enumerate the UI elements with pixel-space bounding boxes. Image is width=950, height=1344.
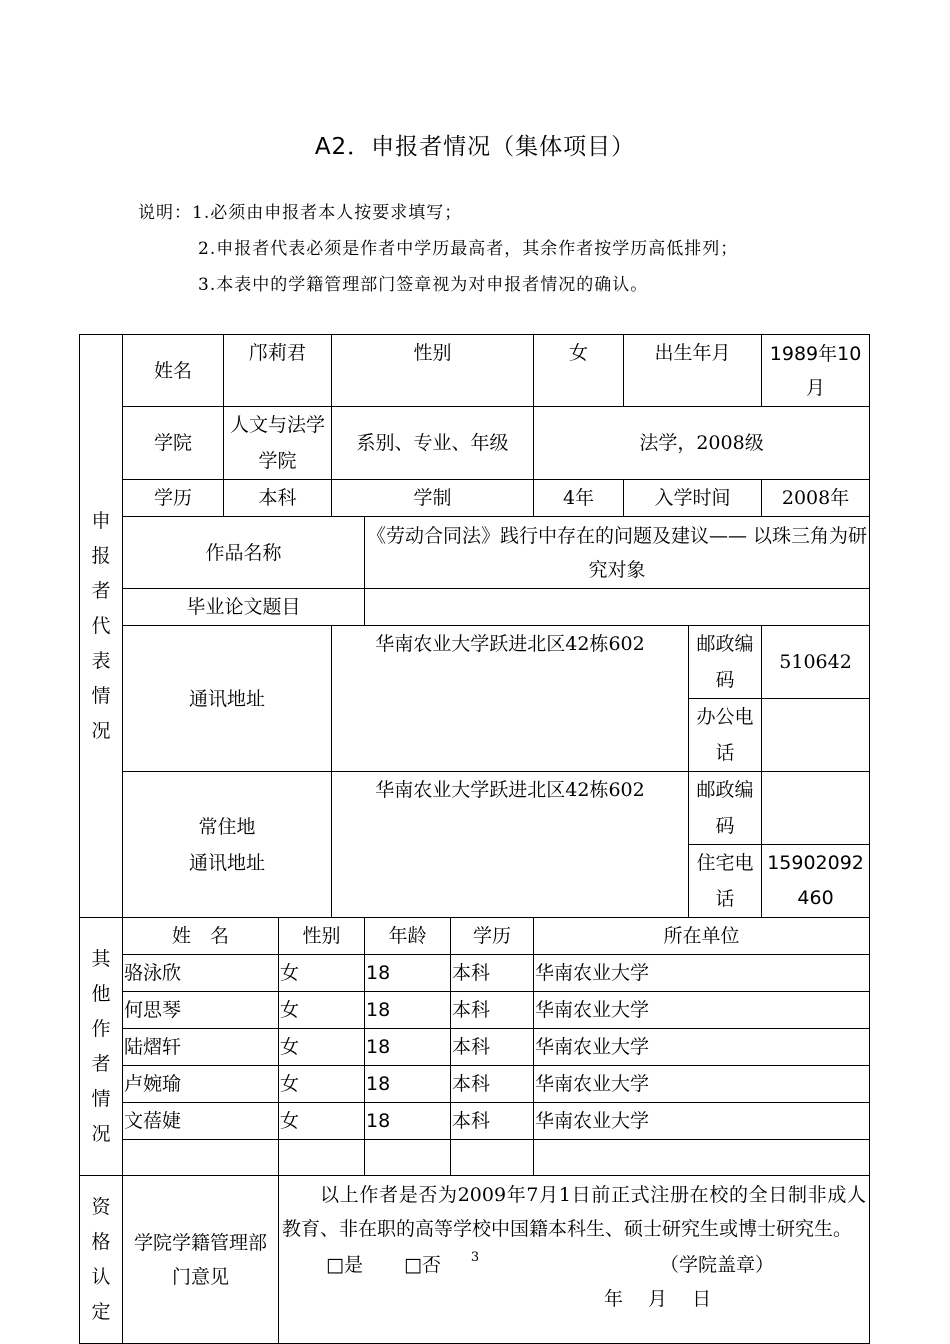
author-unit[interactable]: 华南农业大学 [534, 992, 870, 1029]
authors-section-label-text: 其他作者情况 [91, 947, 111, 1145]
note-line-2: 2.申报者代表必须是作者中学历最高者，其余作者按学历高低排列； [198, 239, 739, 259]
birth-value[interactable]: 1989年10月 [762, 335, 870, 407]
qual-dept-label: 学院学籍管理部门意见 [123, 1176, 279, 1344]
rep-section-label-text: 申报者代表情况 [91, 509, 111, 742]
author-edu-empty[interactable] [451, 1140, 534, 1176]
header-age: 年龄 [365, 918, 451, 955]
note-line-1: 说明：1.必须由申报者本人按要求填写； [138, 203, 463, 223]
office-phone-label: 办公电话 [689, 699, 762, 772]
gender-value[interactable]: 女 [534, 335, 624, 407]
postcode-value[interactable]: 510642 [762, 626, 870, 699]
home-address-label [123, 772, 332, 918]
home-phone-value[interactable]: 15902092460 [762, 845, 870, 918]
rep-section-label [80, 335, 123, 918]
table-row [80, 1066, 870, 1103]
home-address-label-line2: 通讯地址 [189, 851, 266, 874]
author-name[interactable]: 文蓓婕 [123, 1103, 279, 1140]
table-row [80, 1029, 870, 1066]
qual-section-label-text: 资格认定 [91, 1195, 111, 1323]
college-label: 学院 [123, 407, 224, 480]
authors-section-label [80, 918, 123, 1176]
author-age[interactable]: 18 [365, 1103, 451, 1140]
home-phone-label: 住宅电话 [689, 845, 762, 918]
address-value[interactable]: 华南农业大学跃进北区42栋602 [332, 626, 689, 772]
edu-label: 学历 [123, 480, 224, 517]
gender-label: 性别 [332, 335, 534, 407]
author-unit[interactable]: 华南农业大学 [534, 1029, 870, 1066]
table-row [80, 955, 870, 992]
postcode-label: 邮政编码 [689, 626, 762, 699]
author-edu[interactable]: 本科 [451, 1029, 534, 1066]
home-address-value[interactable]: 华南农业大学跃进北区42栋602 [332, 772, 689, 918]
college-value[interactable]: 人文与法学学院 [224, 407, 332, 480]
home-address-label-line1: 常住地 [198, 815, 256, 838]
thesis-value[interactable] [365, 589, 870, 626]
author-name-empty[interactable] [123, 1140, 279, 1176]
note-line-3: 3.本表中的学籍管理部门签章视为对申报者情况的确认。 [198, 275, 649, 295]
qual-no-checkbox[interactable]: □否 [404, 1254, 441, 1276]
author-gender-empty[interactable] [279, 1140, 365, 1176]
qual-stamp: （学院盖章） [660, 1254, 775, 1276]
author-age-empty[interactable] [365, 1140, 451, 1176]
header-edu: 学历 [451, 918, 534, 955]
address-label: 通讯地址 [123, 626, 332, 772]
home-postcode-value[interactable] [762, 772, 870, 845]
author-unit-empty[interactable] [534, 1140, 870, 1176]
page-number: 3 [470, 1250, 480, 1265]
author-gender[interactable]: 女 [279, 992, 365, 1029]
table-row [80, 1103, 870, 1140]
author-name[interactable]: 骆泳欣 [123, 955, 279, 992]
thesis-label: 毕业论文题目 [123, 589, 365, 626]
author-gender[interactable]: 女 [279, 1029, 365, 1066]
major-label: 系别、专业、年级 [332, 407, 534, 480]
header-name: 姓 名 [123, 918, 279, 955]
qual-date: 年 月 日 [604, 1288, 712, 1310]
author-gender[interactable]: 女 [279, 1066, 365, 1103]
system-value[interactable]: 4年 [534, 480, 624, 517]
qual-text: 以上作者是否为2009年7月1日前正式注册在校的全日制非成人教育、非在职的高等学校中国籍本科生、硕士研究生或博士研究生。 [282, 1184, 867, 1240]
author-edu[interactable]: 本科 [451, 1066, 534, 1103]
author-age[interactable]: 18 [365, 955, 451, 992]
table-row-empty [80, 1140, 870, 1176]
table-row [80, 992, 870, 1029]
header-gender: 性别 [279, 918, 365, 955]
enroll-label: 入学时间 [624, 480, 762, 517]
system-label: 学制 [332, 480, 534, 517]
enroll-value[interactable]: 2008年 [762, 480, 870, 517]
work-title-label: 作品名称 [123, 517, 365, 589]
author-edu[interactable]: 本科 [451, 992, 534, 1029]
name-label: 姓名 [123, 335, 224, 407]
office-phone-value[interactable] [762, 699, 870, 772]
author-age[interactable]: 18 [365, 992, 451, 1029]
major-value[interactable]: 法学，2008级 [534, 407, 870, 480]
author-unit[interactable]: 华南农业大学 [534, 955, 870, 992]
author-name[interactable]: 何思琴 [123, 992, 279, 1029]
work-title-value[interactable]: 《劳动合同法》践行中存在的问题及建议—— 以珠三角为研究对象 [365, 517, 870, 589]
home-postcode-label: 邮政编码 [689, 772, 762, 845]
edu-value[interactable]: 本科 [224, 480, 332, 517]
page-title: A2．申报者情况（集体项目） [314, 134, 636, 160]
author-gender[interactable]: 女 [279, 1103, 365, 1140]
author-edu[interactable]: 本科 [451, 1103, 534, 1140]
author-gender[interactable]: 女 [279, 955, 365, 992]
applicant-form-table [79, 334, 870, 1344]
author-edu[interactable]: 本科 [451, 955, 534, 992]
qual-yes-checkbox[interactable]: □是 [326, 1254, 363, 1276]
author-age[interactable]: 18 [365, 1066, 451, 1103]
author-unit[interactable]: 华南农业大学 [534, 1066, 870, 1103]
author-age[interactable]: 18 [365, 1029, 451, 1066]
name-value[interactable]: 邝莉君 [224, 335, 332, 407]
author-name[interactable]: 卢婉瑜 [123, 1066, 279, 1103]
author-unit[interactable]: 华南农业大学 [534, 1103, 870, 1140]
birth-label: 出生年月 [624, 335, 762, 407]
header-unit: 所在单位 [534, 918, 870, 955]
author-name[interactable]: 陆熠轩 [123, 1029, 279, 1066]
